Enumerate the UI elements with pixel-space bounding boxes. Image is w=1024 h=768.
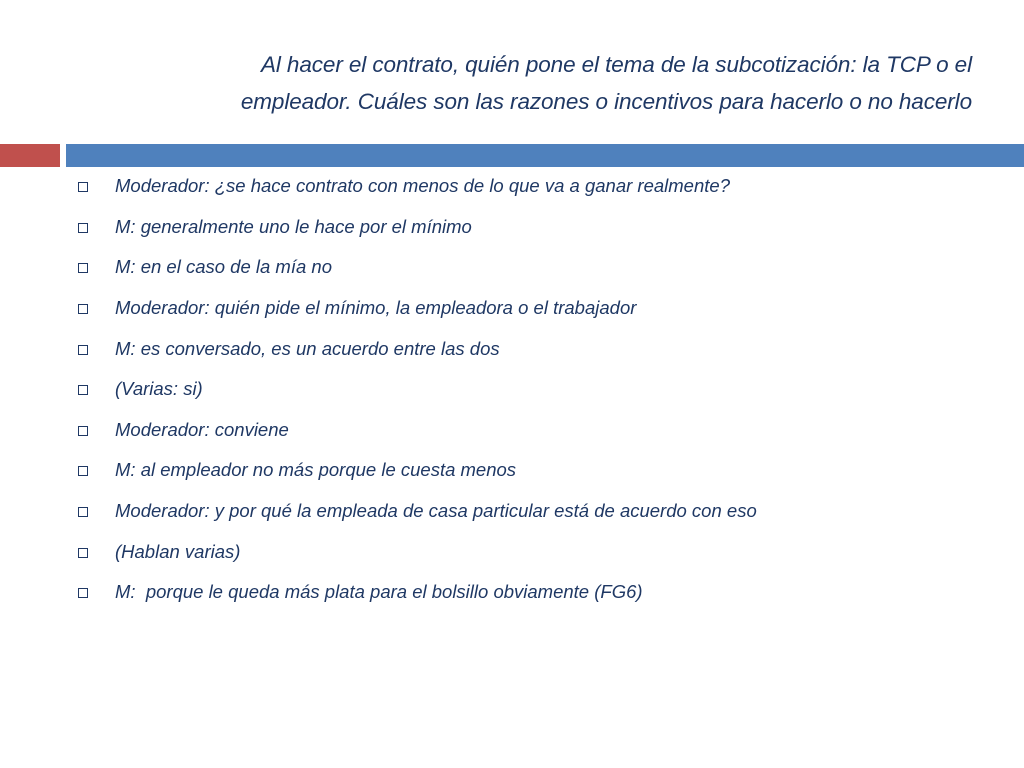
square-bullet-icon (78, 588, 88, 598)
list-item-text: Moderador: conviene (115, 418, 289, 440)
list-item-text: M: generalmente uno le hace por el mínimo (115, 215, 472, 237)
list-item (78, 288, 998, 329)
list-item (78, 247, 998, 288)
list-item-text: Moderador: quién pide el mínimo, la empleadora o el trabajador (115, 297, 637, 319)
slide-title-line-2: empleador. Cuáles son las razones o incentivos para hacerlo o no hacerlo (240, 89, 972, 114)
list-item (78, 450, 998, 491)
slide-title-line-1: Al hacer el contrato, quién pone el tema de la subcotización: la TCP o el (260, 52, 972, 77)
list-item-text: (Hablan varias) (115, 540, 241, 562)
list-item (78, 410, 998, 451)
square-bullet-icon (78, 507, 88, 517)
slide-title (112, 46, 972, 120)
list-item-text: M: es conversado, es un acuerdo entre las dos (115, 337, 500, 359)
square-bullet-icon (78, 466, 88, 476)
list-item (78, 491, 998, 532)
list-item-text: (Varias: si) (115, 378, 203, 400)
title-divider-blue-bar (66, 144, 1024, 167)
list-item-text: M: porque le queda más plata para el bolsillo obviamente (FG6) (115, 581, 643, 603)
square-bullet-icon (78, 548, 88, 558)
list-item-text: Moderador: ¿se hace contrato con menos de lo que va a ganar realmente? (115, 175, 730, 197)
list-item-text: M: en el caso de la mía no (115, 256, 332, 278)
list-item (78, 207, 998, 248)
list-item (78, 166, 998, 207)
square-bullet-icon (78, 345, 88, 355)
square-bullet-icon (78, 182, 88, 192)
list-item (78, 531, 998, 572)
title-divider-red-bar (0, 144, 60, 167)
square-bullet-icon (78, 223, 88, 233)
square-bullet-icon (78, 304, 88, 314)
square-bullet-icon (78, 426, 88, 436)
bullet-list (78, 166, 998, 613)
list-item (78, 369, 998, 410)
list-item-text: Moderador: y por qué la empleada de casa particular está de acuerdo con eso (115, 500, 757, 522)
square-bullet-icon (78, 385, 88, 395)
list-item (78, 572, 998, 613)
list-item-text: M: al empleador no más porque le cuesta menos (115, 459, 517, 481)
list-item (78, 328, 998, 369)
square-bullet-icon (78, 263, 88, 273)
